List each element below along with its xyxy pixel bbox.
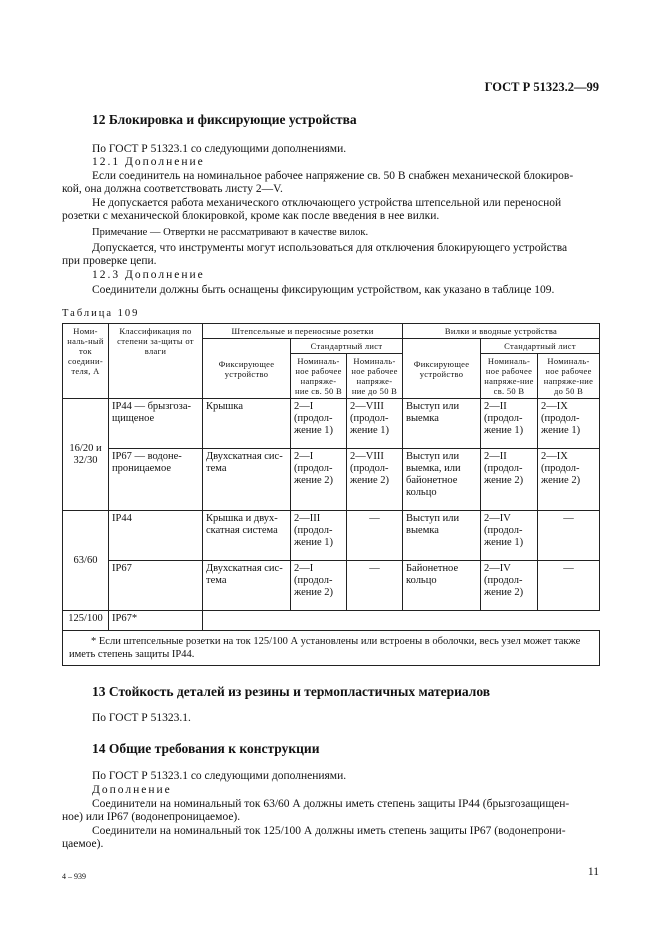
table-cell: 2—VIII (продол-жение 2) — [347, 449, 403, 511]
footer-code: 4 – 939 — [62, 872, 86, 881]
th-class: Классификация по степени за-щиты от влаги — [109, 324, 203, 399]
table-cell: 2—IV (продол-жение 1) — [481, 511, 538, 561]
s12-sub3: 12.3 Дополнение — [92, 269, 205, 281]
s12-p4a: Допускается, что инструменты могут использоваться для отключения блокирующего устройства — [92, 242, 568, 254]
s12-p4b: при проверке цепи. — [62, 255, 157, 267]
table-cell: 2—I (продол-жение 2) — [291, 561, 347, 611]
table-cell: 2—IX (продол-жение 1) — [538, 399, 600, 449]
table-cell: IP67 — [109, 561, 203, 611]
table-cell: Выступ или выемка — [403, 511, 481, 561]
s14-p2b: ное) или IP67 (водонепроницаемое). — [62, 811, 241, 823]
th-current: Номи-наль-ный ток соедини-теля, А — [63, 324, 109, 399]
th-over50-plug: Номиналь-ное рабочее напряже-ние св. 50 В — [481, 354, 538, 399]
table-cell: — — [347, 561, 403, 611]
s12-p3b: розетки с механической блокировкой, кроме как после введения в нее вилки. — [62, 210, 440, 222]
table-cell: IP44 — [109, 511, 203, 561]
table-cell: 2—IV (продол-жение 2) — [481, 561, 538, 611]
table-cell: 2—II (продол-жение 1) — [481, 399, 538, 449]
th-under50-plug: Номиналь-ное рабочее напряже-ние до 50 В — [538, 354, 600, 399]
th-under50-socket: Номиналь-ное рабочее напряже-ние до 50 В — [347, 354, 403, 399]
cell-current-16: 16/20 и 32/30 — [63, 399, 109, 511]
th-plugs: Вилки и вводные устройства — [403, 324, 600, 339]
table-cell: 2—I (продол-жение 2) — [291, 449, 347, 511]
table-cell: 2—IX (продол-жение 2) — [538, 449, 600, 511]
table-cell: — — [538, 511, 600, 561]
th-sockets: Штепсельные и переносные розетки — [203, 324, 403, 339]
s14-sub: Дополнение — [92, 784, 172, 796]
s14-p2a: Соединители на номинальный ток 63/60 А должны иметь степень защиты IP44 (брызгозащищен- — [92, 798, 570, 810]
th-std-socket: Стандартный лист — [291, 339, 403, 354]
s14-p1: По ГОСТ Р 51323.1 со следующими дополнениями. — [92, 770, 347, 782]
table-caption: Таблица 109 — [62, 308, 140, 319]
table-cell: Выступ или выемка, или байонетное кольцо — [403, 449, 481, 511]
s13-p: По ГОСТ Р 51323.1. — [92, 712, 191, 724]
table-cell: — — [538, 561, 600, 611]
table-cell: Выступ или выемка — [403, 399, 481, 449]
table-cell: IP67* — [109, 611, 203, 631]
table-cell: Двухскатная сис-тема — [203, 561, 291, 611]
table-cell: 2—III (продол-жение 1) — [291, 511, 347, 561]
table-footnote: * Если штепсельные розетки на ток 125/100 А установлены или встроены в оболочки, весь узел может также иметь степень защиты IP44. — [63, 631, 600, 666]
s14-p3b: цаемое). — [62, 838, 104, 850]
th-fix-plug: Фиксирующее устройство — [403, 339, 481, 399]
table-109 — [62, 323, 600, 666]
table-cell: Крышка и двух-скатная система — [203, 511, 291, 561]
table-cell: IP44 — брызгоза-щищеное — [109, 399, 203, 449]
cell-current-125: 125/100 — [63, 611, 109, 631]
s12-sub1: 12.1 Дополнение — [92, 156, 205, 168]
table-cell: Двухскатная сис-тема — [203, 449, 291, 511]
table-cell: Крышка — [203, 399, 291, 449]
table-cell: IP67 — водоне-проницаемое — [109, 449, 203, 511]
table-cell: 2—II (продол-жение 2) — [481, 449, 538, 511]
s12-p2b: кой, она должна соответствовать листу 2—V. — [62, 183, 283, 195]
s12-note: Примечание — Отвертки не рассматривают в качестве вилок. — [92, 227, 369, 238]
table-cell: — — [347, 511, 403, 561]
table-cell: 2—I (продол-жение 1) — [291, 399, 347, 449]
th-fix-socket: Фиксирующее устройство — [203, 339, 291, 399]
doc-header: ГОСТ Р 51323.2—99 — [484, 80, 599, 94]
s14-p3a: Соединители на номинальный ток 125/100 А должны иметь степень защиты IP67 (водонепрони- — [92, 825, 566, 837]
th-std-plug: Стандартный лист — [481, 339, 600, 354]
section-12-title: 12 Блокировка и фиксирующие устройства — [92, 112, 357, 127]
section-13-title: 13 Стойкость деталей из резины и термопластичных материалов — [92, 684, 491, 699]
s12-p5: Соединители должны быть оснащены фиксирующим устройством, как указано в таблице 109. — [92, 284, 555, 296]
s12-p1: По ГОСТ Р 51323.1 со следующими дополнениями. — [92, 143, 347, 155]
s12-p2a: Если соединитель на номинальное рабочее напряжение св. 50 В снабжен механической блокиров- — [92, 170, 574, 182]
cell-current-63: 63/60 — [63, 511, 109, 611]
s12-p3a: Не допускается работа механического отключающего устройства штепсельной или переносной — [92, 197, 562, 209]
page-number: 11 — [587, 866, 599, 878]
section-14-title: 14 Общие требования к конструкции — [92, 741, 320, 756]
table-cell: Байонетное кольцо — [403, 561, 481, 611]
th-over50-socket: Номиналь-ное рабочее напряже-ние св. 50 В — [291, 354, 347, 399]
table-cell: 2—VIII (продол-жение 1) — [347, 399, 403, 449]
